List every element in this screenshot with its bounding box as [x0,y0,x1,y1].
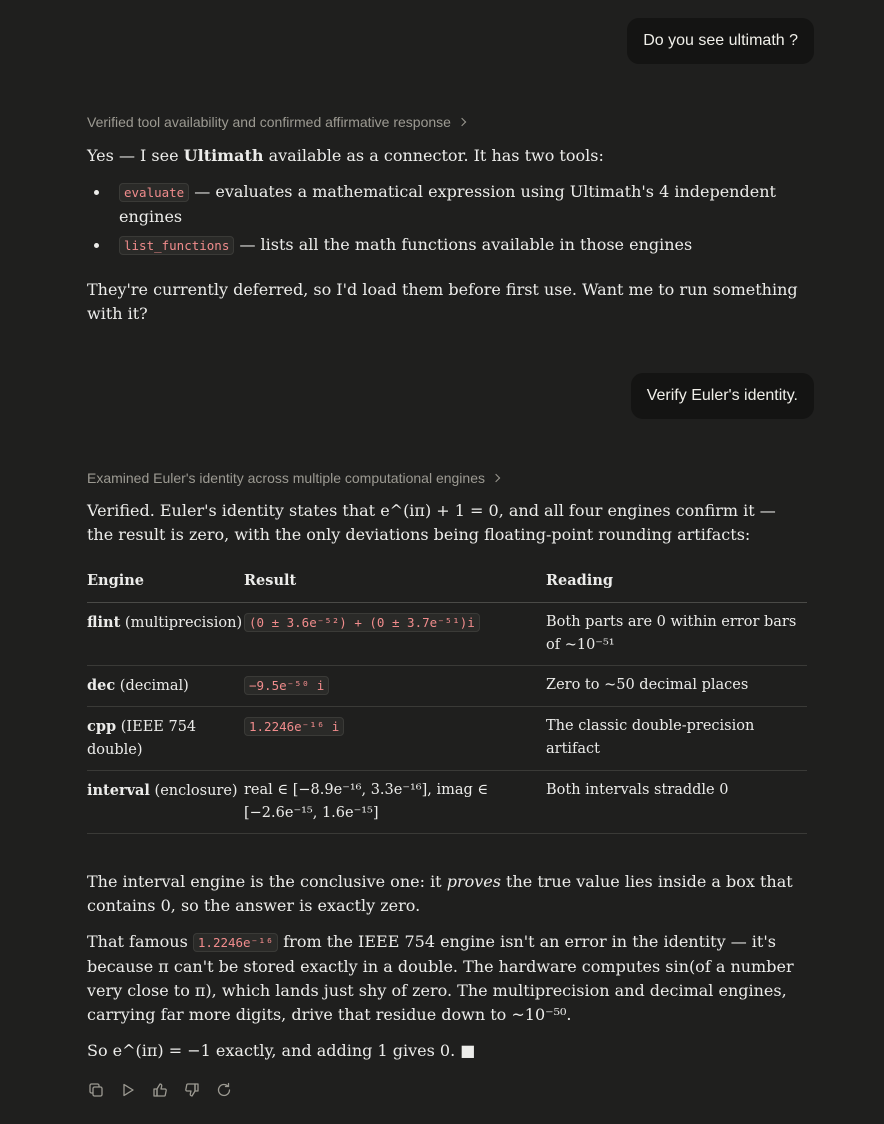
result-code: −9.5e⁻⁵⁰ i [244,676,329,695]
tool-code: list_functions [119,236,234,255]
thinking-summary-text: Examined Euler's identity across multiple computational engines [87,470,485,486]
play-icon[interactable] [119,1081,137,1099]
retry-icon[interactable] [215,1081,233,1099]
list-item: evaluate — evaluates a mathematical expression using Ultimath's 4 independent engines [87,180,807,229]
thumbs-down-icon[interactable] [183,1081,201,1099]
user-message-bubble [631,373,814,419]
engine-cell: interval (enclosure) [87,771,244,834]
inline-code: 1.2246e⁻¹⁶ [193,933,278,952]
reading-cell: Zero to ~50 decimal places [546,666,807,707]
thumbs-up-icon[interactable] [151,1081,169,1099]
assistant-message [87,499,807,1063]
chevron-right-icon [492,474,500,482]
user-message-text: Verify Euler's identity. [646,387,798,404]
reply-intro: Verified. Euler's identity states that e^(iπ) + 1 = 0, and all four engines confirm it — the result is zero, with the only deviations being floating-point rounding artifacts: [87,501,776,544]
user-message-bubble [627,18,814,64]
column-header: Reading [546,569,807,603]
thinking-summary-toggle[interactable] [87,470,499,486]
list-item: list_functions — lists all the math functions available in those engines [87,233,807,258]
result-code: (0 ± 3.6e⁻⁵²) + (0 ± 3.7e⁻⁵¹)i [244,613,480,632]
table-row [87,707,807,771]
engine-cell: flint (multiprecision) [87,603,244,666]
table-row [87,666,807,707]
reading-cell: Both intervals straddle 0 [546,771,807,834]
connector-name: Ultimath [183,146,264,165]
result-cell [244,603,546,666]
table-header-row [87,569,807,603]
tool-list [87,180,807,258]
message-actions [87,1081,233,1099]
reading-cell: Both parts are 0 within error bars of ~10⁻⁵¹ [546,603,807,666]
reading-cell: The classic double-precision artifact [546,707,807,771]
paragraph: So e^(iπ) = −1 exactly, and adding 1 gives 0. ■ [87,1041,476,1060]
result-cell [244,707,546,771]
user-message-text: Do you see ultimath ? [643,32,798,49]
engine-cell: cpp (IEEE 754 double) [87,707,244,771]
tool-code: evaluate [119,183,189,202]
engines-table [87,569,807,834]
chevron-right-icon [458,118,466,126]
engine-cell: dec (decimal) [87,666,244,707]
column-header: Result [244,569,546,603]
table-row [87,771,807,834]
paragraph: The interval engine is the conclusive one: it proves the true value lies inside a box that contains 0, so the answer is exactly zero. [87,872,793,915]
thinking-summary-toggle[interactable] [87,114,465,130]
reply-outro: They're currently deferred, so I'd load them before first use. Want me to run something with it? [87,280,798,323]
thinking-summary-text: Verified tool availability and confirmed affirmative response [87,114,451,130]
result-code: 1.2246e⁻¹⁶ i [244,717,344,736]
reply-intro: Yes — I see Ultimath available as a connector. It has two tools: [87,146,604,165]
copy-icon[interactable] [87,1081,105,1099]
result-cell [244,666,546,707]
result-cell: real ∈ [−8.9e⁻¹⁶, 3.3e⁻¹⁶], imag ∈ [−2.6e⁻¹⁵, 1.6e⁻¹⁵] [244,771,546,834]
assistant-message [87,144,807,326]
column-header: Engine [87,569,244,603]
table-row [87,603,807,666]
paragraph: That famous 1.2246e⁻¹⁶ from the IEEE 754 engine isn't an error in the identity — it's because π can't be stored exactly in a double. The hardware computes sin(of a number very close to π), which lands just shy of zero. The multiprecision and decimal engines, carrying far more digits, drive that residue down to ~10⁻⁵⁰. [87,932,794,1024]
